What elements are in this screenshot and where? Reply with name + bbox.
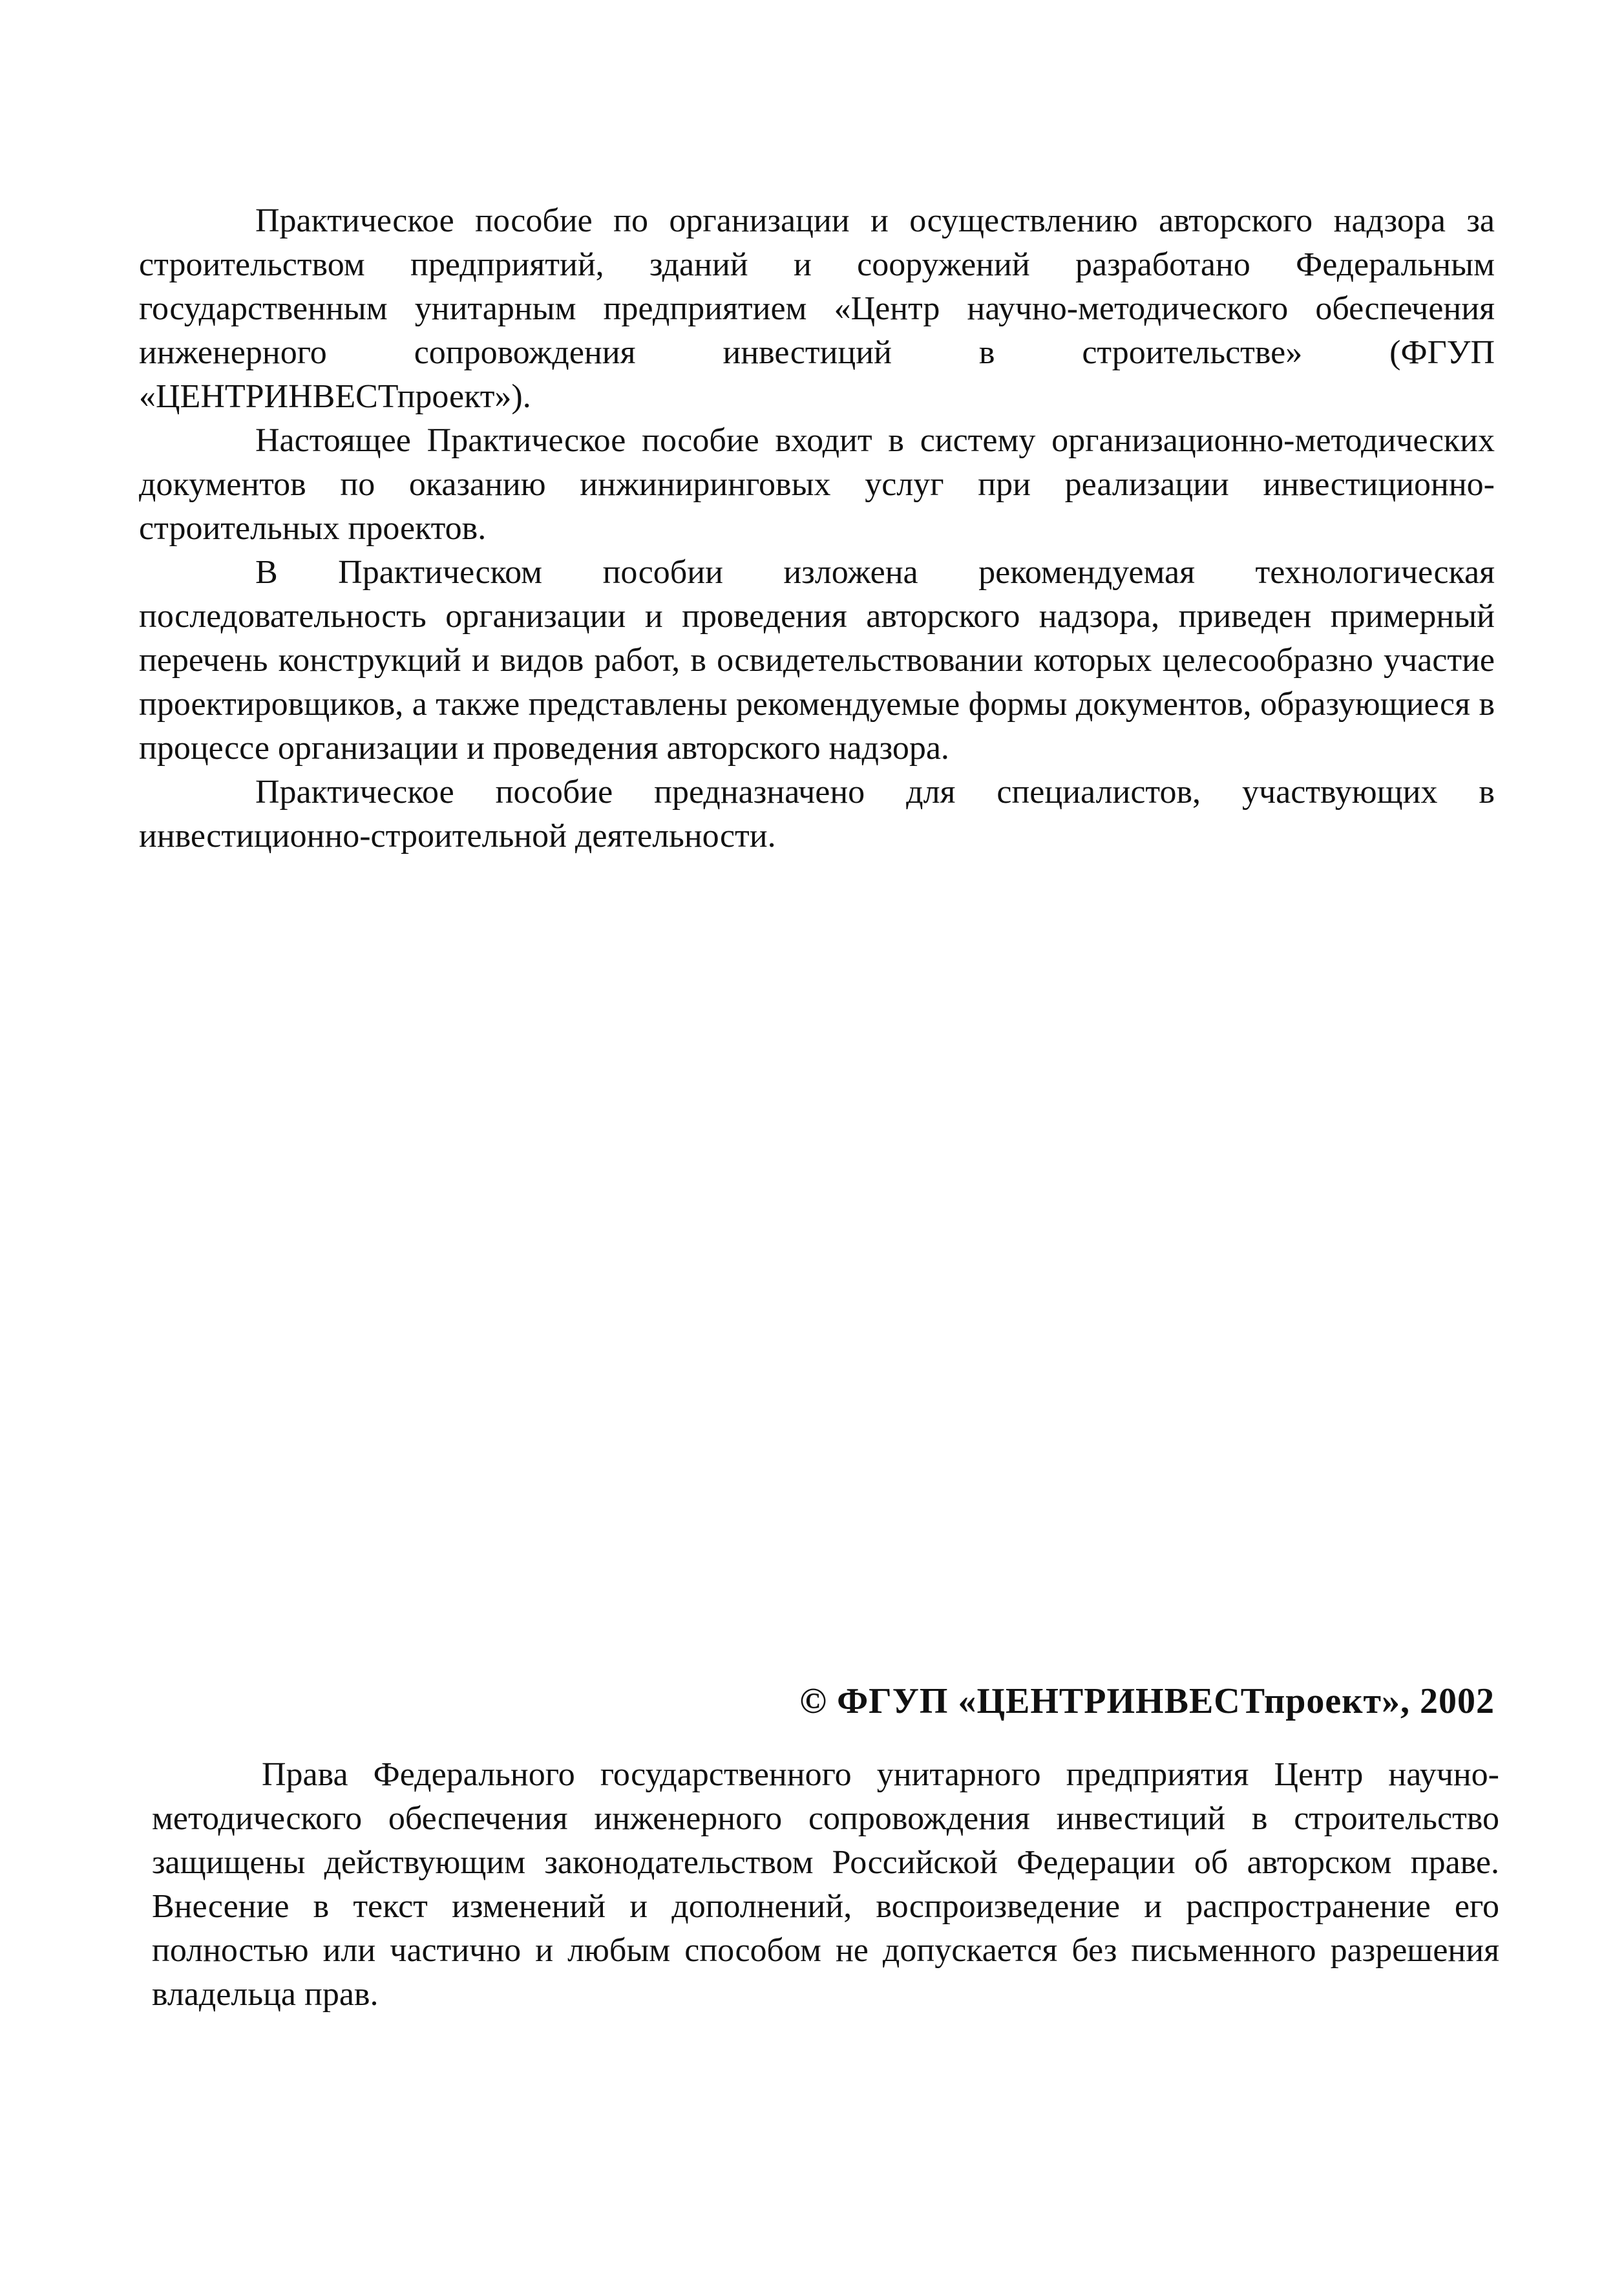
rights-text-block	[152, 1753, 1499, 2017]
paragraph-3: В Практическом пособии изложена рекомендуемая технологическая последовательность организации и проведения авторского надзора, приведен примерный перечень конструкций и видов работ, в освидетельствовании которых целесообразно участие проектировщиков, а также представлены рекомендуемые формы документов, образующиеся в процессе организации и проведения авторского надзора.	[139, 554, 1495, 767]
paragraph-2: Настоящее Практическое пособие входит в систему организационно-методических документов по оказанию инжиниринговых услуг при реализации инвестиционно-строительных проектов.	[139, 422, 1495, 547]
copyright-notice: © ФГУП «ЦЕНТРИНВЕСТпроект», 2002	[799, 1681, 1495, 1721]
intro-text-block	[139, 199, 1495, 858]
paragraph-4: Практическое пособие предназначено для специалистов, участвующих в инвестиционно-строительной деятельности.	[139, 774, 1495, 854]
rights-paragraph: Права Федерального государственного унитарного предприятия Центр научно-методического обеспечения инженерного сопровождения инвестиций в строительство защищены действующим законодательством Российской Федерации об авторском праве. Внесение в текст изменений и дополнений, воспроизведение и распространение его полностью или частично и любым способом не допускается без письменного разрешения владельца прав.	[152, 1756, 1499, 2013]
paragraph-1: Практическое пособие по организации и осуществлению авторского надзора за строительством предприятий, зданий и сооружений разработано Федеральным государственным унитарным предприятием «Центр научно-методического обеспечения инженерного сопровождения инвестиций в строительстве» (ФГУП «ЦЕНТРИНВЕСТпроект»).	[139, 202, 1495, 415]
